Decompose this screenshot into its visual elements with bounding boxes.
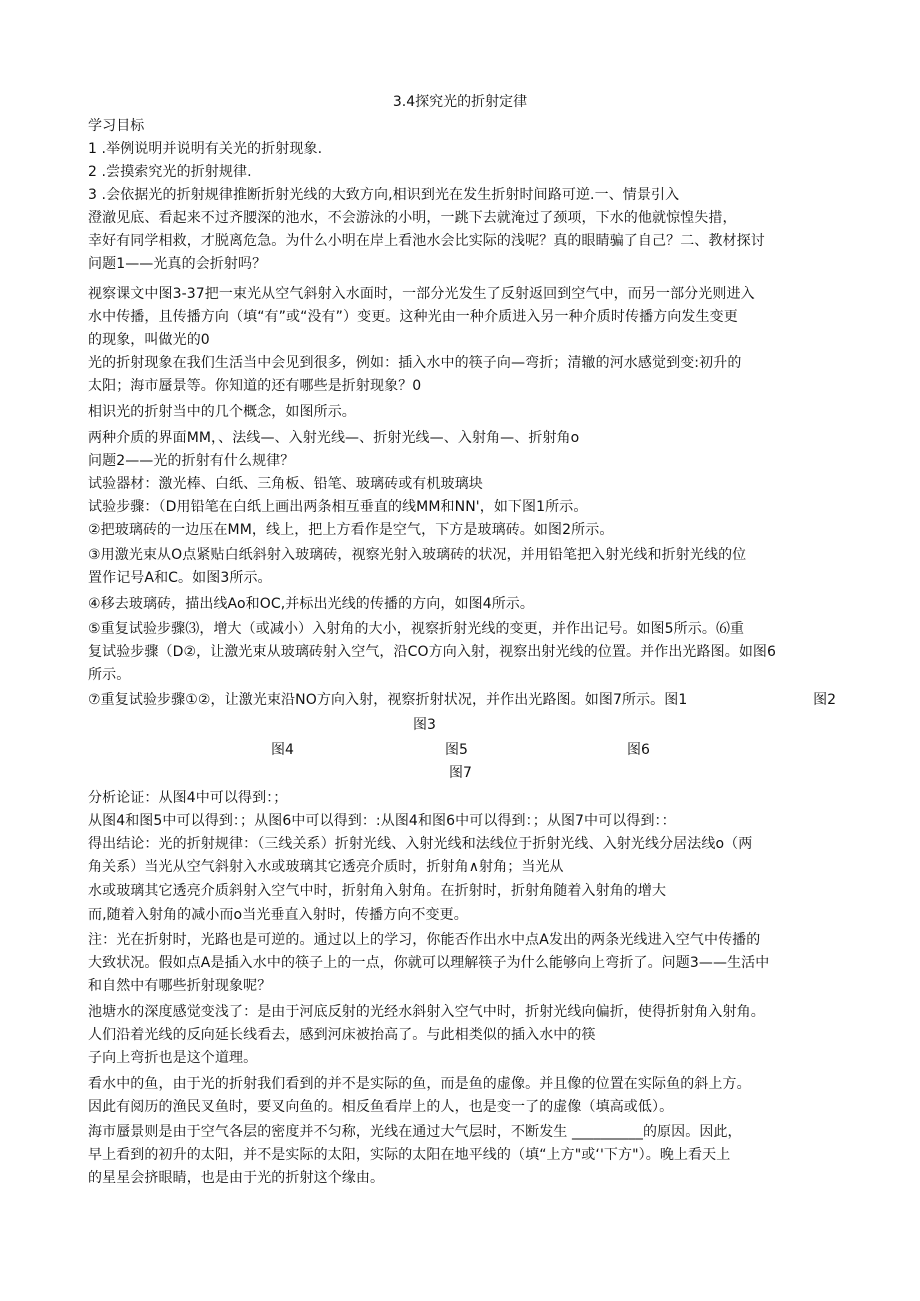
text-line: 大致状况。假如点A是插入水中的筷子上的一点，你就可以理解筷子为什么能够向上弯折了。问题3——生活中: [88, 955, 770, 971]
text-line: 太阳；海市蜃景等。你知道的还有哪些是折射现象？0: [88, 378, 422, 394]
figure-label-7: 图7: [449, 765, 472, 781]
text-line: 注：光在折射时，光路也是可逆的。通过以上的学习，你能否作出水中点A发出的两条光线进入空气中传播的: [88, 932, 761, 948]
text-line: 学习目标: [88, 118, 145, 134]
text-line: ⑦重复试验步骤①②，让激光束沿NO方向入射，视察折射状况，并作出光路图。如图7所示。图1: [88, 692, 688, 708]
text-line: ②把玻璃砖的一边压在MM，线上，把上方看作是空气，下方是玻璃砖。如图2所示。: [88, 522, 614, 538]
text-line: 分析论证：从图4中可以得到：；: [88, 790, 288, 806]
text-line: 问题2——光的折射有什么规律？: [88, 453, 295, 469]
text-line: 视察课文中图3-37把一束光从空气斜射入水面时，一部分光发生了反射返回到空气中，而另一部分光则进入: [88, 286, 755, 302]
text-line: 相识光的折射当中的几个概念，如图所示。: [88, 404, 356, 420]
text-line: ③用激光束从O点紧贴白纸斜射入玻璃砖，视察光射入玻璃砖的状况，并用铅笔把入射光线和折射光线的位: [88, 547, 747, 563]
text-line: ⑤重复试验步骤⑶，增大（或减小）入射角的大小，视察折射光线的变更，并作出记号。如图5所示。⑹重: [88, 621, 745, 637]
text-line: 的现象，叫做光的0: [88, 332, 210, 348]
text-line: 复试验步骤（D②，让激光束从玻璃砖射入空气，沿CO方向入射，视察出射光线的位置。并作出光路图。如图6: [88, 644, 777, 660]
text-line: 澄澈见底、看起来不过齐腰深的池水，不会游泳的小明，一跳下去就淹过了颈项，下水的他就惊惶失措，: [88, 210, 737, 226]
text-line: 两种介质的界面MM，、法线—、入射光线—、折射光线—、入射角—、折射角o: [88, 430, 580, 446]
text-line: 早上看到的初升的太阳，并不是实际的太阳，实际的太阳在地平线的（填“上方"或‘'下方"）。晚上看天上: [88, 1147, 731, 1163]
text-line: 子向上弯折也是这个道理。: [88, 1050, 258, 1066]
text-line: 水中传播，且传播方向（填“有”或“没有”）变更。这种光由一种介质进入另一种介质时传播方向发生变更: [88, 309, 738, 325]
figure-label-5: 图5: [445, 742, 468, 758]
text-line: 角关系）当光从空气斜射入水或玻璃其它透亮介质时，折射角∧射角；当光从: [88, 859, 564, 875]
text-line: 2 .尝摸索究光的折射规律.: [88, 164, 252, 180]
text-line: 置作记号A和C。如图3所示。: [88, 570, 272, 586]
text-line: 所示。: [88, 667, 131, 683]
text-line: 海市蜃景则是由于空气各层的密度并不匀称，光线在通过大气层时，不断发生 __________的原因。因此，: [88, 1124, 742, 1140]
text-line: 看水中的鱼，由于光的折射我们看到的并不是实际的鱼，而是鱼的虚像。并且像的位置在实际鱼的斜上方。: [88, 1076, 751, 1092]
text-line: 池塘水的深度感觉变浅了：是由于河底反射的光经水斜射入空气中时，折射光线向偏折，使得折射角入射角。: [88, 1004, 765, 1020]
text-line: 的星星会挤眼睛，也是由于光的折射这个缘由。: [88, 1170, 385, 1186]
text-line: 问题1——光真的会折射吗？: [88, 256, 267, 272]
figure-label-4: 图4: [271, 742, 294, 758]
text-line: 得出结论：光的折射规律：（三线关系）折射光线、入射光线和法线位于折射光线、入射光线分居法线o（两: [88, 836, 753, 852]
text-line: 幸好有同学相救，才脱离危急。为什么小明在岸上看池水会比实际的浅呢？真的眼睛骗了自己？二、教材探讨: [88, 233, 765, 249]
text-line: 从图4和图5中可以得到：；从图6中可以得到：:从图4和图6中可以得到：；从图7中可以得到：：: [88, 813, 676, 829]
text-line: ④移去玻璃砖，描出线Ao和OC,并标出光线的传播的方向，如图4所示。: [88, 596, 534, 612]
text-line: 试验步骤：（D用铅笔在白纸上画出两条相互垂直的线MM和NN'，如下图1所示。: [88, 499, 588, 515]
text-line: 3 .会依据光的折射规律推断折射光线的大致方向,相识到光在发生折射时间路可逆.一、情景引入: [88, 187, 680, 203]
figure-label-3: 图3: [413, 717, 436, 733]
text-line: 试验器材：激光棒、白纸、三角板、铅笔、玻璃砖或有机玻璃块: [88, 476, 483, 492]
text-line: 而,随着入射角的减小而o当光垂直入射时，传播方向不变更。: [88, 907, 468, 923]
text-line: 因此有阅历的渔民叉鱼时，要叉向鱼的。相反鱼看岸上的人，也是变一了的虚像（填高或低）。: [88, 1099, 674, 1115]
text-line: 和自然中有哪些折射现象呢？: [88, 978, 272, 994]
text-line: 光的折射现象在我们生活当中会见到很多，例如：插入水中的筷子向—弯折；清辙的河水感觉到变:初升的: [88, 355, 742, 371]
page-title: 3.4探究光的折射定律: [392, 94, 528, 110]
figure-label-2: 图2: [813, 692, 836, 708]
text-line: 水或玻璃其它透亮介质斜射入空气中时，折射角入射角。在折射时，折射角随着入射角的增大: [88, 883, 667, 899]
figure-label-6: 图6: [627, 742, 650, 758]
text-line: 人们沿着光线的反向延长线看去，感到河床被抬高了。与此相类似的插入水中的筷: [88, 1027, 596, 1043]
text-line: 1 .举例说明并说明有关光的折射现象.: [88, 141, 323, 157]
